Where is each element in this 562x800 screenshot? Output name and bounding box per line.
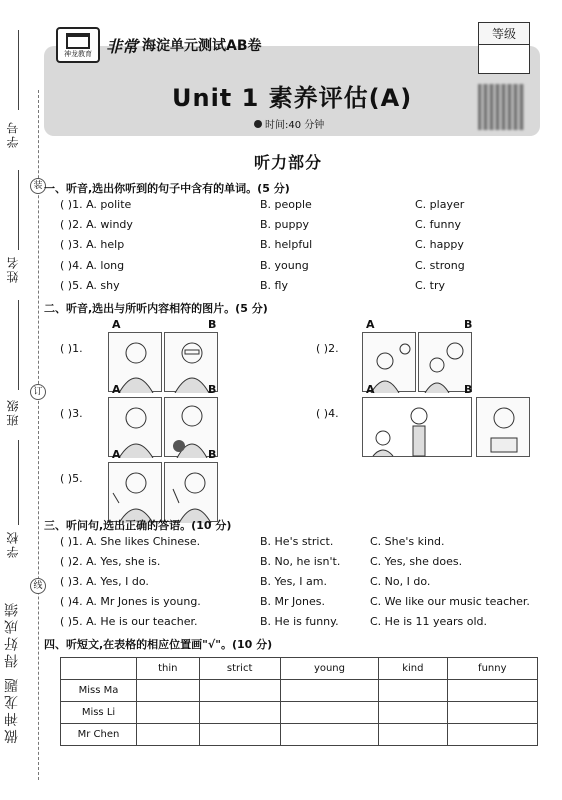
column-header [61, 658, 137, 680]
option-b: B. No, he isn't. [260, 555, 341, 568]
letter-b: B [464, 318, 473, 331]
option-a: ( )3. A. help [60, 238, 125, 251]
class-blank[interactable] [18, 300, 19, 390]
answer-cell[interactable] [379, 680, 447, 702]
part3-row[interactable] [60, 595, 540, 613]
option-b: B. He's strict. [260, 535, 334, 548]
class-label: 班级 [6, 398, 20, 426]
part1-title: 一、听音,选出你听到的句子中含有的单词。(5 分) [44, 182, 290, 195]
option-a: ( )4. A. long [60, 259, 125, 272]
table-row [61, 724, 538, 746]
option-a: ( )2. A. windy [60, 218, 133, 231]
option-b: B. Yes, I am. [260, 575, 327, 588]
man-gesturing-icon [109, 463, 163, 523]
answer-cell[interactable] [447, 702, 537, 724]
part3-row[interactable] [60, 575, 540, 593]
woman-waving-icon [165, 463, 219, 523]
option-c: C. We like our music teacher. [370, 595, 530, 608]
option-c: C. She's kind. [370, 535, 445, 548]
part1-row[interactable] [60, 238, 540, 256]
answer-cell[interactable] [280, 724, 378, 746]
option-b: B. people [260, 198, 312, 211]
gate-icon [66, 33, 90, 49]
part3-row[interactable] [60, 535, 540, 553]
clock-icon [254, 120, 262, 128]
option-c: C. Yes, she does. [370, 555, 463, 568]
boy-bowing-man-icon [363, 398, 473, 458]
option-c: C. happy [415, 238, 464, 251]
option-c: C. funny [415, 218, 461, 231]
answer-cell[interactable] [379, 702, 447, 724]
column-header: kind [379, 658, 447, 680]
part3-title: 三、听问句,选出正确的答语。(10 分) [44, 519, 232, 532]
part3-row[interactable] [60, 555, 540, 573]
option-c: C. strong [415, 259, 465, 272]
answer-cell[interactable] [137, 680, 200, 702]
option-a: ( )4. A. Mr Jones is young. [60, 595, 201, 608]
time-limit [254, 116, 324, 131]
question-number: ( )1. [60, 342, 83, 355]
motto: 做神龙题 得好成绩 [4, 600, 20, 744]
option-b: B. helpful [260, 238, 313, 251]
answer-cell[interactable] [137, 724, 200, 746]
column-header: strict [199, 658, 280, 680]
school-blank[interactable] [18, 440, 19, 525]
letter-b: B [208, 318, 217, 331]
table-row [61, 680, 538, 702]
picture-b[interactable] [476, 397, 530, 457]
option-a: ( )3. A. Yes, I do. [60, 575, 149, 588]
option-a: ( )2. A. Yes, she is. [60, 555, 161, 568]
picture-a[interactable] [362, 397, 472, 457]
option-a: ( )1. A. She likes Chinese. [60, 535, 201, 548]
letter-a: A [112, 448, 121, 461]
letter-b: B [464, 383, 473, 396]
page-title: Unit 1 素养评估(A) [172, 84, 413, 112]
letter-a: A [112, 318, 121, 331]
letter-a: A [366, 383, 375, 396]
answer-cell[interactable] [447, 680, 537, 702]
logo-text: 神龙教育 [64, 50, 92, 58]
name-label: 姓名 [6, 255, 20, 283]
answer-cell[interactable] [280, 680, 378, 702]
student-number-blank[interactable] [18, 30, 19, 110]
answer-cell[interactable] [447, 724, 537, 746]
answer-cell[interactable] [137, 702, 200, 724]
option-b: B. fly [260, 279, 288, 292]
option-a: ( )1. A. polite [60, 198, 132, 211]
part1-row[interactable] [60, 198, 540, 216]
part3-row[interactable] [60, 615, 540, 633]
option-c: C. try [415, 279, 446, 292]
boy-reading-icon [477, 398, 531, 458]
question-number: ( )5. [60, 472, 83, 485]
name-blank[interactable] [18, 170, 19, 250]
binding-mark-3: 线 [30, 578, 46, 594]
option-b: B. Mr Jones. [260, 595, 325, 608]
grade-label: 等级 [479, 23, 529, 45]
letter-b: B [208, 448, 217, 461]
letter-a: A [366, 318, 375, 331]
option-c: C. No, I do. [370, 575, 431, 588]
part2-title: 二、听音,选出与所听内容相符的图片。(5 分) [44, 302, 268, 315]
publisher-logo [56, 27, 100, 63]
time-text: 时间:40 分钟 [265, 120, 325, 131]
table-header-row [61, 658, 538, 680]
row-header: Miss Li [61, 702, 137, 724]
answer-cell[interactable] [379, 724, 447, 746]
option-a: ( )5. A. He is our teacher. [60, 615, 198, 628]
grade-box[interactable] [478, 22, 530, 74]
column-header: young [280, 658, 378, 680]
series-title: 海淀单元测试AB卷 [142, 38, 262, 54]
part1-row[interactable] [60, 259, 540, 277]
table-row [61, 702, 538, 724]
section-title: 听力部分 [254, 153, 323, 172]
row-header: Miss Ma [61, 680, 137, 702]
question-number: ( )3. [60, 407, 83, 420]
binding-margin [0, 0, 44, 800]
part4-title: 四、听短文,在表格的相应位置画"√"。(10 分) [44, 638, 273, 651]
letter-a: A [112, 383, 121, 396]
option-b: B. puppy [260, 218, 309, 231]
school-label: 学校 [6, 530, 20, 558]
binding-mark-2: 订 [30, 384, 46, 400]
answer-table [60, 657, 538, 746]
picture-b[interactable] [164, 462, 218, 522]
letter-b: B [208, 383, 217, 396]
question-number: ( )2. [316, 342, 339, 355]
option-c: C. player [415, 198, 465, 211]
answer-cell[interactable] [280, 702, 378, 724]
binding-mark-1: 装 [30, 178, 46, 194]
picture-a[interactable] [108, 462, 162, 522]
part1-row[interactable] [60, 279, 540, 297]
option-b: B. He is funny. [260, 615, 339, 628]
column-header: thin [137, 658, 200, 680]
part1-row[interactable] [60, 218, 540, 236]
answer-cell[interactable] [199, 680, 280, 702]
column-header: funny [447, 658, 537, 680]
brand-script: 非常 [106, 36, 139, 56]
option-b: B. young [260, 259, 309, 272]
question-number: ( )4. [316, 407, 339, 420]
qr-code [478, 84, 524, 130]
answer-cell[interactable] [199, 702, 280, 724]
row-header: Mr Chen [61, 724, 137, 746]
student-number-label: 学号 [6, 120, 20, 148]
option-c: C. He is 11 years old. [370, 615, 488, 628]
answer-cell[interactable] [199, 724, 280, 746]
series-bar [56, 30, 262, 60]
option-a: ( )5. A. shy [60, 279, 120, 292]
